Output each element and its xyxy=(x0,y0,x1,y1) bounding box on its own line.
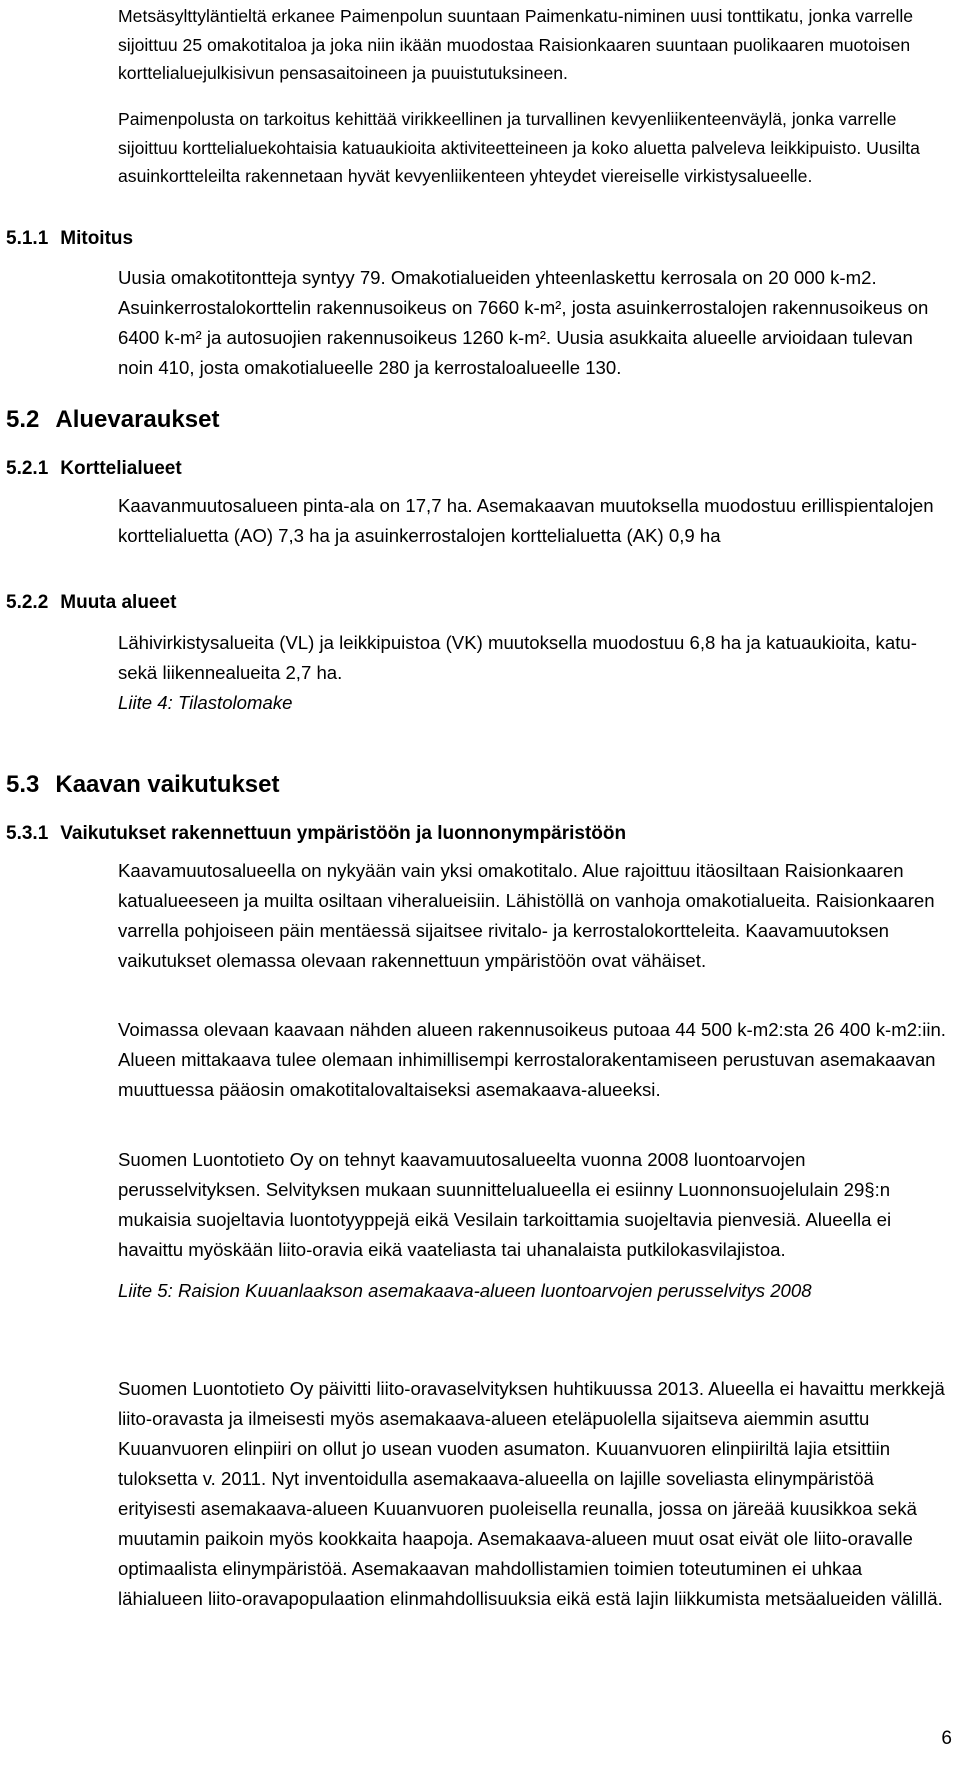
page-number: 6 xyxy=(941,1728,952,1749)
heading-5-3-1 xyxy=(6,823,626,845)
heading-5-2-1 xyxy=(6,458,182,480)
heading-5-1-1 xyxy=(6,228,133,250)
heading-number: 5.2.1 xyxy=(6,458,49,479)
heading-number: 5.2.2 xyxy=(6,592,49,613)
heading-number: 5.1.1 xyxy=(6,228,49,249)
paragraph-paimenpolku: Paimenpolusta on tarkoitus kehittää virikkeellinen ja turvallinen kevyenliikenteenväylä, jonka varrelle sijoittuu korttelialuekohtaisia katuaukioita aktiviteetteineen ja koko aluetta palveleva leikkipuisto. Uusilta asuinkortteleilta rakennetaan hyvät kevyenliikenteen yhteydet viereiselle virkistysalueelle. xyxy=(118,109,920,186)
heading-5-2 xyxy=(6,406,219,434)
attachment-reference-4: Liite 4: Tilastolomake xyxy=(118,692,293,713)
paragraph-liito-orava: Suomen Luontotieto Oy päivitti liito-oravaselvityksen huhtikuussa 2013. Alueella ei havaittu merkkejä liito-oravasta ja ilmeisesti myös asemakaava-alueen eteläpuolella sijaitseva aiemmin asuttu Kuuanvuoren elinpiiri on ollut jo usean vuoden asumaton. Kuuanvuoren elinpiiriltä lajia etsittiin tuloksetta v. 2011. Nyt inventoidulla asemakaava-alueella on lajille soveliasta elinympäristöä erityisesti asemakaava-alueen Kuuanvuoren puoleisella reunalla, jossa on järeää kuusikkoa sekä muutamin paikoin myös kookkaita haapoja. Asemakaava-alueen muut osat eivät ole liito-oravalle optimaalista elinympäristöä. Asemakaavan mahdollistamien toimien toteutuminen ei uhkaa lähialueen liito-oravapopulaation elinmahdollisuuksia eikä estä lajin liikkumista metsäalueiden välillä. xyxy=(118,1378,945,1609)
paragraph-rakennettu-ymparisto: Kaavamuutosalueella on nykyään vain yksi omakotitalo. Alue rajoittuu itäosiltaan Raisionkaaren katualueeseen ja muilta osiltaan viheralueisiin. Lähistöllä on vanhoja omakotialueita. Raisionkaaren varrella pohjoiseen päin mentäessä sijaitsee rivitalo- ja kerrostalokortteleita. Kaavamuutoksen vaikutukset olemassa olevaan rakennettuun ympäristöön ovat vähäiset. xyxy=(118,860,935,971)
heading-number: 5.3 xyxy=(6,771,40,798)
heading-title: Aluevaraukset xyxy=(55,406,220,433)
heading-title: Korttelialueet xyxy=(60,458,182,479)
paragraph-korttelialueet: Kaavanmuutosalueen pinta-ala on 17,7 ha. Asemakaavan muutoksella muodostuu erillispientalojen korttelialuetta (AO) 7,3 ha ja asuinkerrostalojen korttelialuetta (AK) 0,9 ha xyxy=(118,495,934,546)
heading-title: Mitoitus xyxy=(60,228,134,249)
heading-title: Muuta alueet xyxy=(60,592,177,613)
heading-5-3 xyxy=(6,771,279,799)
paragraph-rakennusoikeus: Voimassa olevaan kaavaan nähden alueen rakennusoikeus putoaa 44 500 k-m2:sta 26 400 k-m2:iin. Alueen mittakaava tulee olemaan inhimillisempi kerrostalorakentamiseen perustuvan asemakaavan muuttuessa pääosin omakotitalovaltaiseksi asemakaava-alueeksi. xyxy=(118,1019,946,1100)
heading-title: Kaavan vaikutukset xyxy=(55,771,280,798)
paragraph-mitoitus: Uusia omakotitontteja syntyy 79. Omakotialueiden yhteenlaskettu kerrosala on 20 000 k-m2. Asuinkerrostalokorttelin rakennusoikeus on 7660 k-m², josta asuinkerrostalojen rakennusoikeus on 6400 k-m² ja autosuojien rakennusoikeus 1260 k-m². Uusia asukkaita alueelle arvioidaan tulevan noin 410, josta omakotialueelle 280 ja kerrostaloalueelle 130. xyxy=(118,267,929,378)
paragraph-paimenkatu: Metsäsylttyläntieltä erkanee Paimenpolun suuntaan Paimenkatu-niminen uusi tonttikatu, jonka varrelle sijoittuu 25 omakotitaloa ja joka niin ikään muodostaa Raisionkaaren suuntaan puolikaaren muotoisen korttelialuejulkisivun pensasaitoineen ja puuistutuksineen. xyxy=(118,6,914,83)
heading-number: 5.2 xyxy=(6,406,40,433)
heading-title: Vaikutukset rakennettuun ympäristöön ja luonnonympäristöön xyxy=(60,823,627,844)
paragraph-luontoarvot: Suomen Luontotieto Oy on tehnyt kaavamuutosalueelta vuonna 2008 luontoarvojen perusselvityksen. Selvityksen mukaan suunnittelualueella ei esiinny Luonnonsuojelulain 29§:n mukaisia suojeltavia luontotyyppejä eikä Vesilain tarkoittamia suojeltavia pienvesiä. Alueella ei havaittu myöskään liito-oravia eikä vaateliasta tai uhanalaista putkilokasvilajistoa. xyxy=(118,1149,892,1260)
heading-number: 5.3.1 xyxy=(6,823,49,844)
attachment-reference-5: Liite 5: Raision Kuuanlaakson asemakaava-alueen luontoarvojen perusselvitys 2008 xyxy=(118,1280,812,1301)
paragraph-muut-alueet: Lähivirkistysalueita (VL) ja leikkipuistoa (VK) muutoksella muodostuu 6,8 ha ja katuaukioita, katu- sekä liikennealueita 2,7 ha. xyxy=(118,632,917,683)
heading-5-2-2 xyxy=(6,592,176,614)
